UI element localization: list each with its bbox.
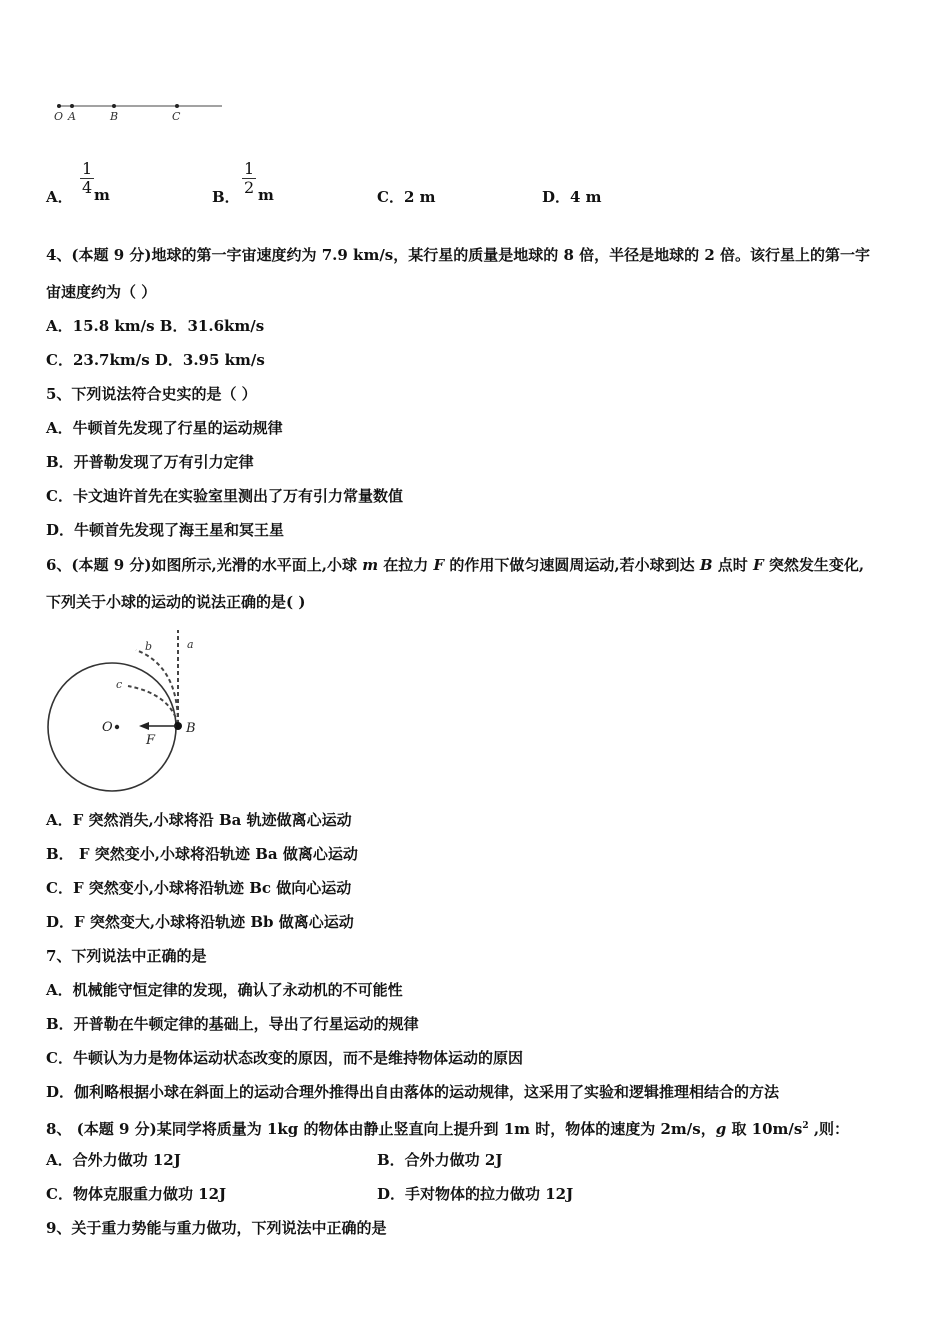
- label-f: F: [146, 733, 156, 748]
- q6-stem-line2: 下列关于小球的运动的说法正确的是( ): [46, 593, 306, 611]
- q5-option-b: B．开普勒发现了万有引力定律: [46, 453, 254, 471]
- q7-option-c: C．牛顿认为力是物体运动状态改变的原因，而不是维持物体运动的原因: [46, 1049, 523, 1067]
- q4-stem-line2: 宙速度约为（ ）: [46, 283, 157, 301]
- q3-option-b-fraction: $\frac{1}{2}$: [244, 159, 255, 197]
- q8-stem: 8、 (本题 9 分)某同学将质量为 1kg 的物体由静止竖直向上提升到 1m 时，物体的速度为 2m/s，g 取 $10m/s^2$ ,则：: [46, 1120, 850, 1138]
- q7-option-d: D．伽利略根据小球在斜面上的运动合理外推得出自由落体的运动规律，这采用了实验和逻辑推理相结合的方法: [46, 1083, 780, 1101]
- q9-stem: 9、关于重力势能与重力做功，下列说法中正确的是: [46, 1219, 387, 1237]
- trajectory-b: [136, 650, 178, 724]
- q8-option-d: D．手对物体的拉力做功 12J: [377, 1185, 574, 1203]
- label-a: a: [187, 638, 194, 651]
- label-b-point: B: [186, 721, 196, 736]
- point-label-c: C: [172, 110, 181, 123]
- q5-option-c: C．卡文迪许首先在实验室里测出了万有引力常量数值: [46, 487, 403, 505]
- q3-option-c: C．2 m: [377, 188, 436, 206]
- q5-option-a: A．牛顿首先发现了行星的运动规律: [46, 419, 283, 437]
- q6-option-c: C．F 突然变小,小球将沿轨迹 Bc 做向心运动: [46, 879, 352, 897]
- q3-option-b: B．: [212, 188, 240, 206]
- label-b: b: [145, 640, 153, 653]
- q3-option-b-unit: m: [258, 186, 274, 204]
- q8-option-b: B．合外力做功 2J: [377, 1151, 503, 1169]
- circular-motion-figure: [46, 628, 216, 793]
- q4-stem-line1: 4、(本题 9 分)地球的第一宇宙速度约为 7.9 km/s，某行星的质量是地球的 8 倍，半径是地球的 2 倍。该行星上的第一宇: [46, 246, 871, 264]
- q7-stem: 7、下列说法中正确的是: [46, 947, 207, 965]
- q6-option-b: B． F 突然变小,小球将沿轨迹 Ba 做离心运动: [46, 845, 358, 863]
- trajectory-c: [128, 686, 178, 724]
- number-line-figure: [50, 98, 230, 128]
- q6-option-d: D．F 突然变大,小球将沿轨迹 Bb 做离心运动: [46, 913, 354, 931]
- q7-option-a: A．机械能守恒定律的发现，确认了永动机的不可能性: [46, 981, 403, 999]
- q5-option-d: D．牛顿首先发现了海王星和冥王星: [46, 521, 285, 539]
- point-label-a: A: [68, 110, 76, 123]
- q3-option-a-unit: m: [94, 186, 110, 204]
- q4-options-cd: C．23.7km/s D．3.95 km/s: [46, 351, 265, 369]
- q5-stem: 5、下列说法符合史实的是（ ）: [46, 385, 257, 403]
- q3-option-a: A．: [46, 188, 73, 206]
- label-o: O: [102, 720, 113, 735]
- q4-options-ab: A．15.8 km/s B．31.6km/s: [46, 317, 265, 335]
- label-c: c: [116, 678, 123, 691]
- point-label-b: B: [110, 110, 119, 123]
- q3-option-d: D．4 m: [542, 188, 602, 206]
- q8-option-c: C．物体克服重力做功 12J: [46, 1185, 227, 1203]
- point-label-o: O: [54, 110, 64, 123]
- q7-option-b: B．开普勒在牛顿定律的基础上，导出了行星运动的规律: [46, 1015, 419, 1033]
- q3-option-a-fraction: $\frac{1}{4}$: [82, 159, 93, 197]
- q6-stem-line1: 6、(本题 9 分)如图所示,光滑的水平面上,小球 m 在拉力 F 的作用下做匀速圆周运动,若小球到达 B 点时 F 突然发生变化,: [46, 556, 865, 574]
- q8-option-a: A．合外力做功 12J: [46, 1151, 181, 1169]
- q6-option-a: A．F 突然消失,小球将沿 Ba 轨迹做离心运动: [46, 811, 352, 829]
